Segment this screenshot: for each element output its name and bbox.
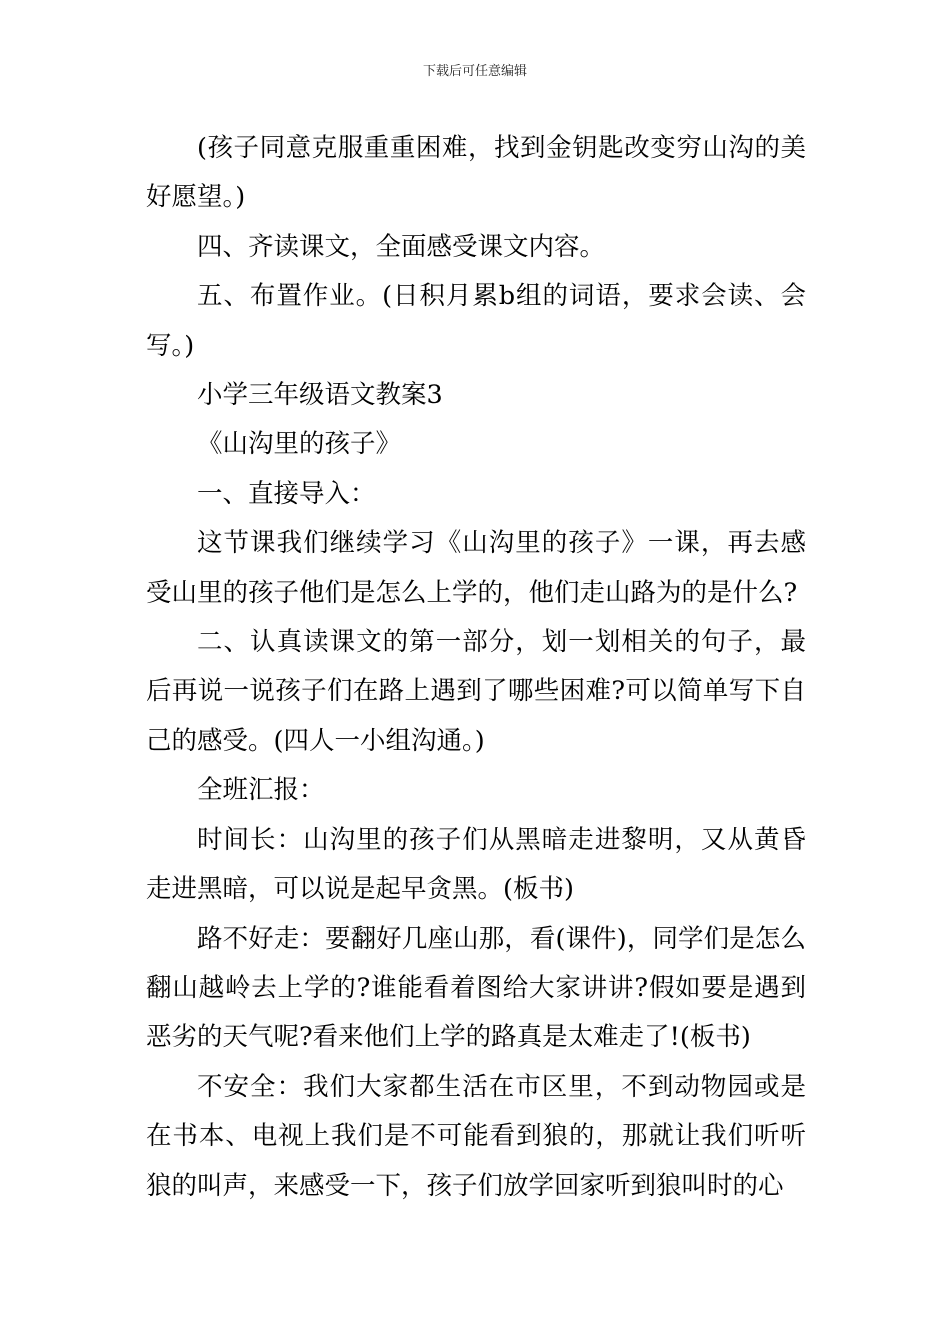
document-body bbox=[146, 124, 806, 1211]
paragraph-11: 路不好走：要翻好几座山那，看(课件)，同学们是怎么翻山越岭去上学的?谁能看着图给大家讲讲?假如要是遇到恶劣的天气呢?看来他们上学的路真是太难走了!(板书) bbox=[146, 923, 806, 1053]
lesson-subtitle: 《山沟里的孩子》 bbox=[197, 429, 402, 460]
paragraph-1: (孩子同意克服重重困难，找到金钥匙改变穷山沟的美好愿望。) bbox=[146, 133, 806, 213]
lesson-title: 小学三年级语文教案3 bbox=[197, 380, 443, 411]
paragraph-9: 全班汇报： bbox=[197, 775, 325, 806]
section-heading-1: 一、直接导入： bbox=[197, 478, 376, 509]
paragraph-2: 四、齐读课文，全面感受课文内容。 bbox=[197, 231, 606, 262]
paragraph-10: 时间长：山沟里的孩子们从黑暗走进黎明，又从黄昏走进黑暗，可以说是起早贪黑。(板书) bbox=[146, 824, 806, 905]
page-header: 下载后可任意编辑 bbox=[422, 64, 527, 79]
paragraph-8: 二、认真读课文的第一部分，划一划相关的句子，最后再说一说孩子们在路上遇到了哪些困难?可以简单写下自己的感受。(四人一小组沟通。) bbox=[146, 627, 806, 756]
paragraph-3: 五、布置作业。(日积月累b组的词语，要求会读、会写。) bbox=[146, 281, 806, 361]
paragraph-7: 这节课我们继续学习《山沟里的孩子》一课，再去感受山里的孩子他们是怎么上学的，他们走山路为的是什么? bbox=[146, 528, 806, 608]
paragraph-12: 不安全：我们大家都生活在市区里，不到动物园或是在书本、电视上我们是不可能看到狼的，那就让我们听听狼的叫声，来感受一下，孩子们放学回家听到狼叫时的心 bbox=[146, 1071, 806, 1201]
